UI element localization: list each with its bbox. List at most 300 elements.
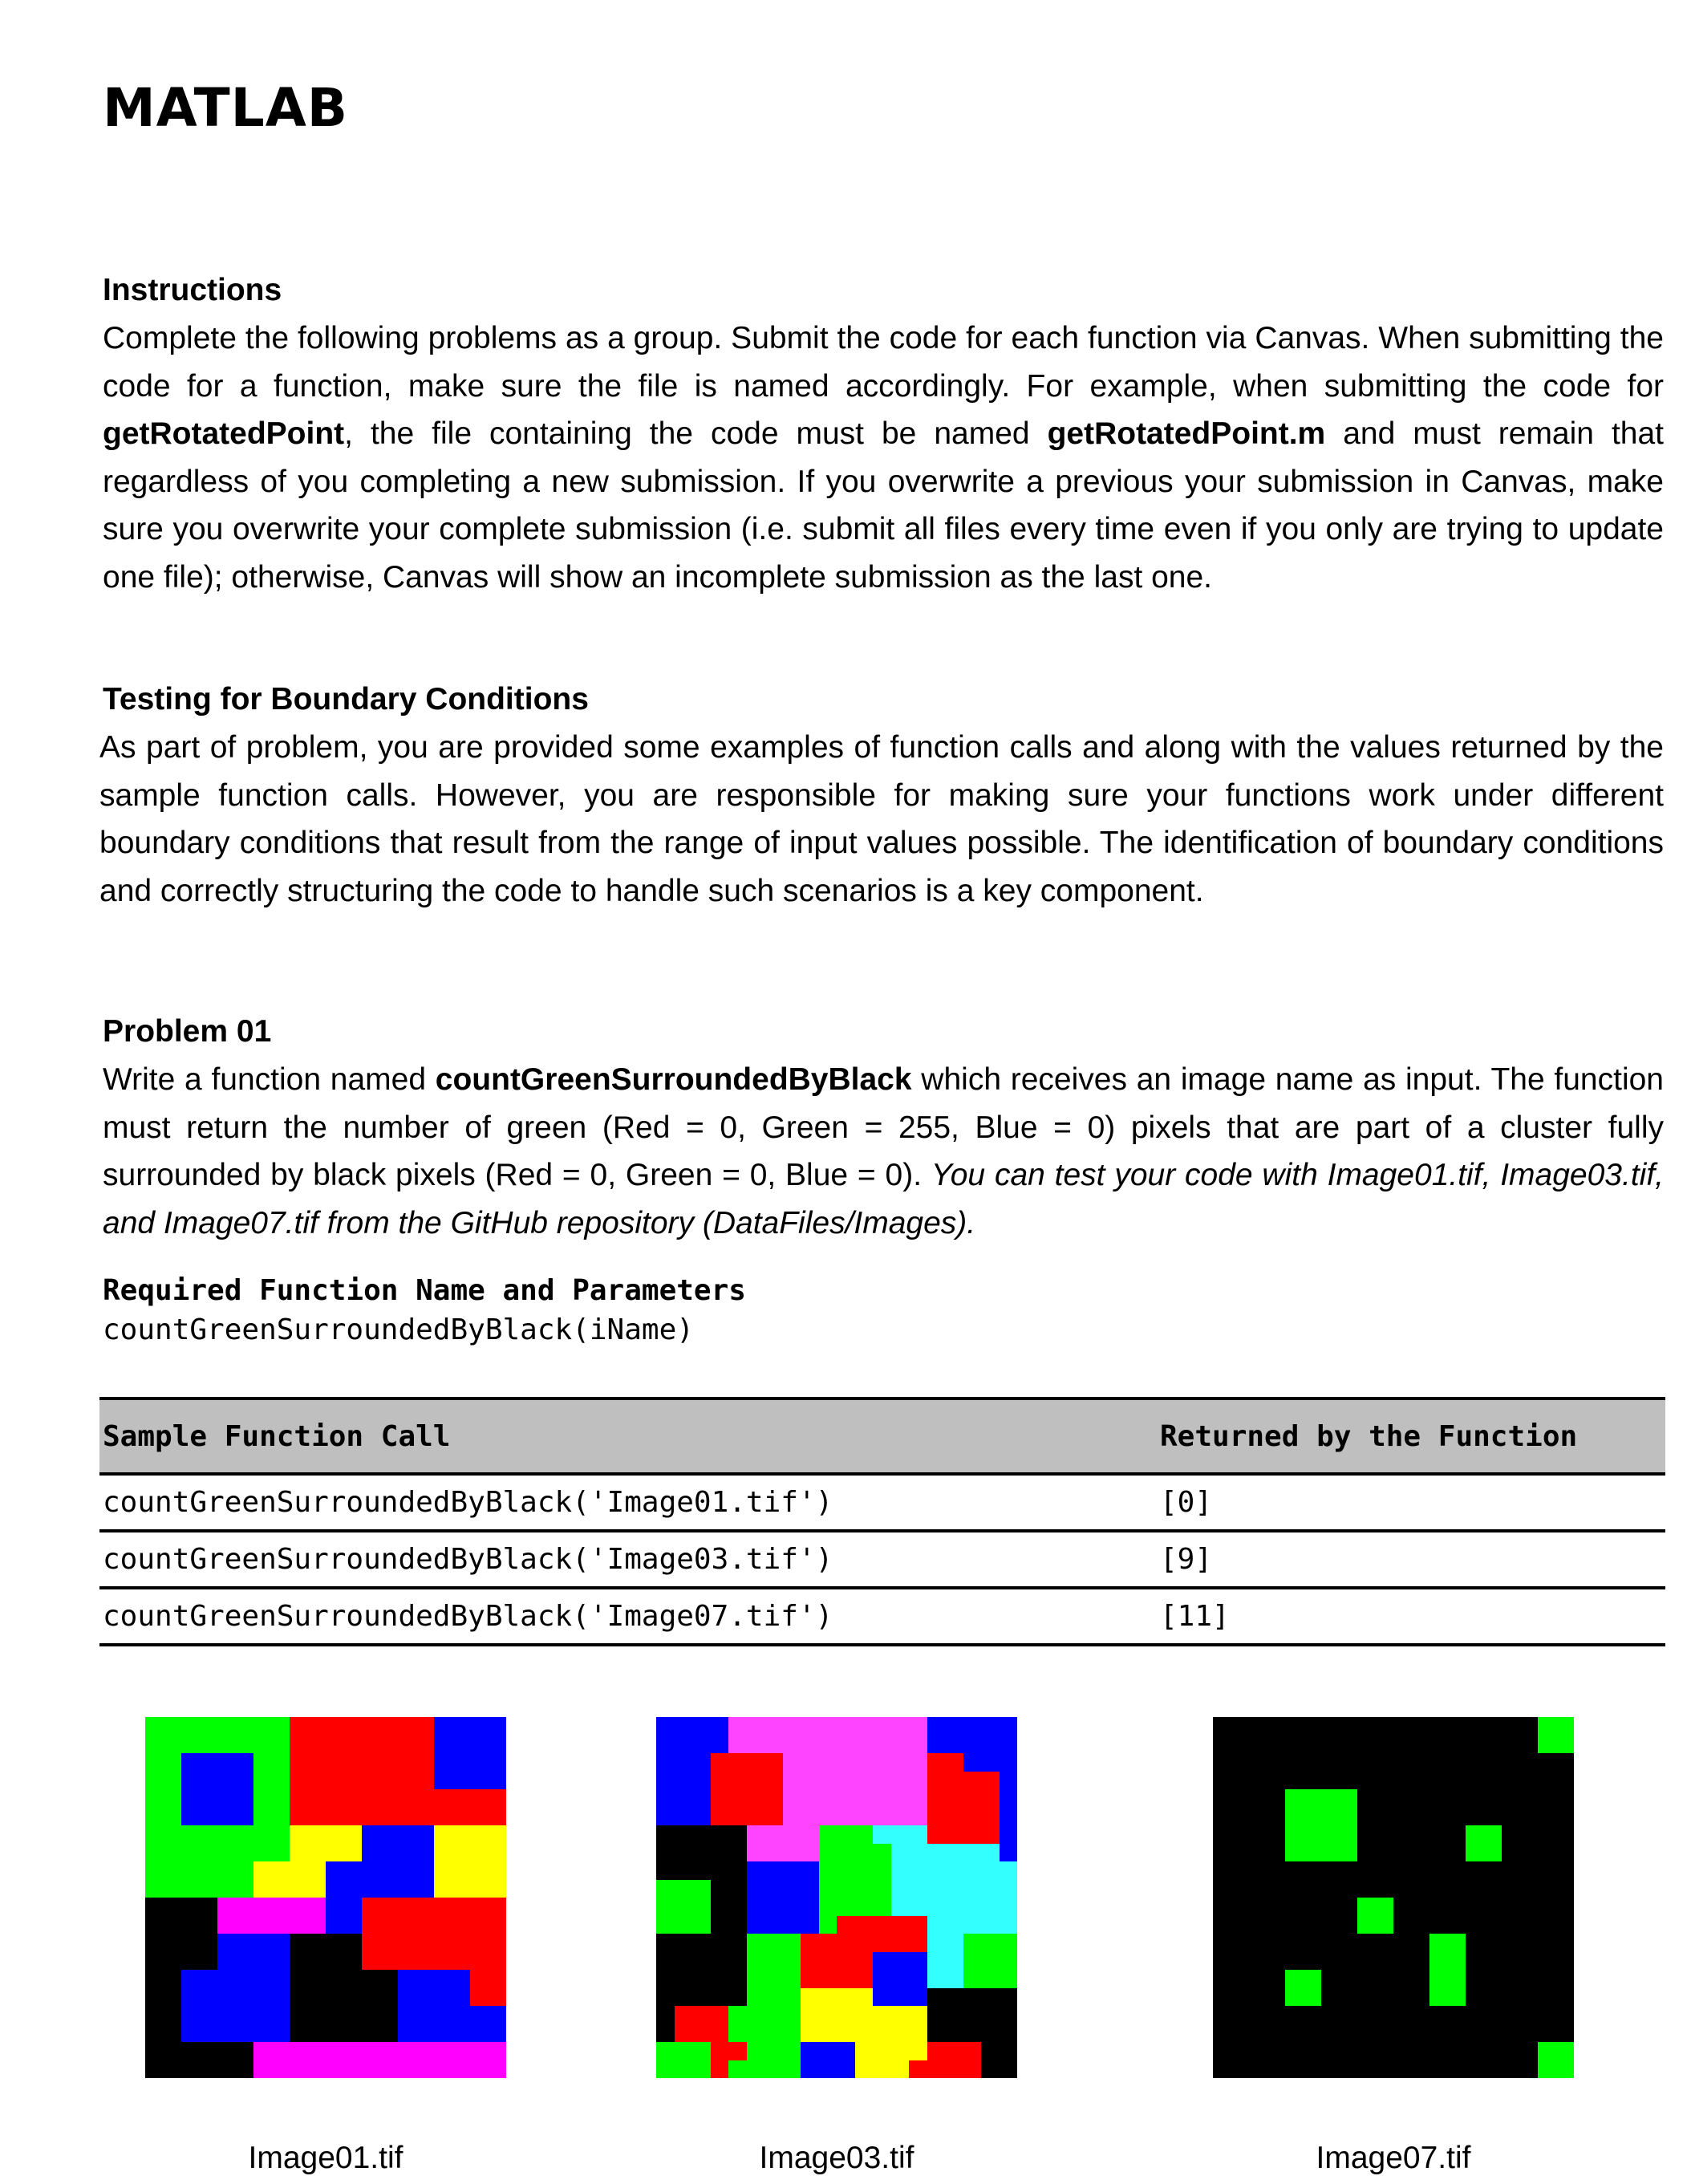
pixel-cell bbox=[764, 1861, 783, 1880]
pixel-cell bbox=[1000, 2042, 1017, 2060]
pixel-cell bbox=[764, 2042, 783, 2060]
pixel-cell bbox=[145, 1861, 181, 1898]
pixel-cell bbox=[217, 2006, 253, 2042]
pixel-cell bbox=[819, 2006, 837, 2024]
pixel-cell bbox=[675, 1916, 692, 1934]
pixel-cell bbox=[873, 2060, 891, 2078]
pixel-cell bbox=[326, 1825, 362, 1861]
pixel-cell bbox=[909, 1753, 927, 1772]
pixel-cell bbox=[675, 1934, 692, 1952]
table-row bbox=[99, 1474, 1665, 1531]
pixel-cell bbox=[1213, 1861, 1249, 1898]
pixel-cell bbox=[801, 1988, 819, 2006]
pixel-cell bbox=[783, 1861, 801, 1880]
pixel-cell bbox=[963, 1844, 981, 1861]
pixel-cell bbox=[1538, 2042, 1574, 2078]
pixel-cell bbox=[470, 1753, 506, 1789]
pixel-cell bbox=[675, 1861, 692, 1880]
pixel-cell bbox=[1321, 1825, 1357, 1861]
pixel-cell bbox=[290, 1861, 326, 1898]
pixel-cell bbox=[873, 1735, 891, 1753]
pixel-cell bbox=[1393, 2042, 1429, 2078]
pixel-cell bbox=[981, 1825, 1000, 1844]
pixel-cell bbox=[692, 1970, 711, 1988]
pixel-cell bbox=[1000, 1825, 1017, 1844]
pixel-cell bbox=[326, 1861, 362, 1898]
pixel-cell bbox=[1213, 1825, 1249, 1861]
pixel-cell bbox=[362, 1861, 398, 1898]
pixel-cell bbox=[217, 1753, 253, 1789]
pixel-cell bbox=[675, 1988, 692, 2006]
pixel-cell bbox=[855, 1808, 873, 1825]
pixel-cell bbox=[290, 1753, 326, 1789]
pixel-cell bbox=[656, 1952, 675, 1970]
pixel-cell bbox=[656, 2006, 675, 2024]
pixel-cell bbox=[819, 1880, 837, 1898]
pixel-cell bbox=[891, 1825, 909, 1844]
pixel-cell bbox=[1000, 2024, 1017, 2042]
pixel-cell bbox=[747, 2006, 764, 2024]
pixel-cell bbox=[1321, 1789, 1357, 1825]
pixel-cell bbox=[728, 1772, 747, 1789]
pixel-cell bbox=[927, 1735, 945, 1753]
pixel-cell bbox=[656, 1825, 675, 1844]
pixel-cell bbox=[747, 2042, 764, 2060]
cell-result: [0] bbox=[1157, 1474, 1665, 1531]
pixel-cell bbox=[981, 1772, 1000, 1789]
pixel-cell bbox=[1393, 1970, 1429, 2006]
pixel-cell bbox=[909, 1880, 927, 1898]
image01-preview bbox=[145, 1717, 506, 2078]
pixel-cell bbox=[981, 1898, 1000, 1916]
pixel-cell bbox=[981, 2060, 1000, 2078]
pixel-cell bbox=[362, 2042, 398, 2078]
pixel-cell bbox=[728, 1825, 747, 1844]
pixel-cell bbox=[981, 2006, 1000, 2024]
pixel-cell bbox=[1000, 1808, 1017, 1825]
pixel-cell bbox=[909, 1988, 927, 2006]
pixel-cell bbox=[1502, 1970, 1538, 2006]
pixel-cell bbox=[326, 1970, 362, 2006]
pixel-cell bbox=[290, 1970, 326, 2006]
pixel-cell bbox=[1321, 1717, 1357, 1753]
pixel-cell bbox=[656, 1808, 675, 1825]
pixel-cell bbox=[290, 1789, 326, 1825]
pixel-cell bbox=[963, 1753, 981, 1772]
pixel-cell bbox=[801, 2006, 819, 2024]
pixel-cell bbox=[801, 1916, 819, 1934]
pixel-cell bbox=[963, 1789, 981, 1808]
header-sample-call: Sample Function Call bbox=[99, 1398, 1157, 1474]
pixel-cell bbox=[909, 1952, 927, 1970]
pixel-cell bbox=[873, 1825, 891, 1844]
pixel-cell bbox=[692, 1916, 711, 1934]
pixel-cell bbox=[819, 1735, 837, 1753]
pixel-cell bbox=[747, 1934, 764, 1952]
pixel-cell bbox=[711, 1808, 728, 1825]
pixel-cell bbox=[764, 1898, 783, 1916]
pixel-cell bbox=[873, 1916, 891, 1934]
pixel-cell bbox=[434, 1789, 470, 1825]
pixel-cell bbox=[675, 1970, 692, 1988]
pixel-cell bbox=[1249, 1717, 1285, 1753]
pixel-cell bbox=[692, 1735, 711, 1753]
pixel-cell bbox=[855, 1988, 873, 2006]
pixel-cell bbox=[362, 1970, 398, 2006]
pixel-cell bbox=[692, 2006, 711, 2024]
pixel-cell bbox=[891, 1717, 909, 1735]
pixel-cell bbox=[855, 1844, 873, 1861]
pixel-cell bbox=[675, 2060, 692, 2078]
pixel-cell bbox=[1466, 1789, 1502, 1825]
pixel-cell bbox=[1249, 1934, 1285, 1970]
pixel-cell bbox=[675, 2042, 692, 2060]
pixel-cell bbox=[747, 1825, 764, 1844]
pixel-cell bbox=[909, 1898, 927, 1916]
instructions-text-1: Complete the following problems as a group. Submit the code for each function via Canvas. When submitting the code for a function, make sure the file is named accordingly. For example, when submitting the code for bbox=[103, 321, 1664, 404]
pixel-cell bbox=[927, 1717, 945, 1735]
pixel-cell bbox=[728, 1789, 747, 1808]
pixel-cell bbox=[783, 1825, 801, 1844]
pixel-cell bbox=[656, 1898, 675, 1916]
pixel-cell bbox=[981, 1880, 1000, 1898]
pixel-cell bbox=[963, 1880, 981, 1898]
pixel-cell bbox=[434, 1861, 470, 1898]
pixel-cell bbox=[819, 1988, 837, 2006]
pixel-cell bbox=[326, 2006, 362, 2042]
pixel-cell bbox=[891, 1898, 909, 1916]
pixel-cell bbox=[1000, 1934, 1017, 1952]
pixel-cell bbox=[656, 1988, 675, 2006]
pixel-cell bbox=[945, 1952, 963, 1970]
pixel-cell bbox=[801, 1772, 819, 1789]
pixel-cell bbox=[692, 1753, 711, 1772]
pixel-cell bbox=[891, 1753, 909, 1772]
pixel-cell bbox=[326, 2042, 362, 2078]
pixel-cell bbox=[981, 1808, 1000, 1825]
pixel-cell bbox=[217, 1861, 253, 1898]
pixel-cell bbox=[1285, 2042, 1321, 2078]
pixel-cell bbox=[253, 2042, 290, 2078]
pixel-cell bbox=[145, 1825, 181, 1861]
pixel-cell bbox=[1213, 2042, 1249, 2078]
pixel-cell bbox=[692, 1825, 711, 1844]
pixel-cell bbox=[873, 1753, 891, 1772]
pixel-cell bbox=[362, 1753, 398, 1789]
pixel-cell bbox=[1393, 1717, 1429, 1753]
pixel-cell bbox=[764, 1772, 783, 1789]
pixel-cell bbox=[253, 1861, 290, 1898]
cell-call: countGreenSurroundedByBlack('Image01.tif') bbox=[99, 1474, 1157, 1531]
pixel-cell bbox=[1000, 1772, 1017, 1789]
pixel-cell bbox=[855, 1789, 873, 1808]
pixel-cell bbox=[855, 1898, 873, 1916]
pixel-cell bbox=[855, 1825, 873, 1844]
pixel-cell bbox=[326, 1898, 362, 1934]
pixel-cell bbox=[1213, 1898, 1249, 1934]
pixel-cell bbox=[855, 1952, 873, 1970]
pixel-cell bbox=[434, 1898, 470, 1934]
pixel-cell bbox=[1357, 1934, 1393, 1970]
pixel-cell bbox=[470, 1898, 506, 1934]
pixel-cell bbox=[891, 2060, 909, 2078]
pixel-cell bbox=[891, 2024, 909, 2042]
pixel-cell bbox=[181, 1825, 217, 1861]
pixel-cell bbox=[945, 1808, 963, 1825]
pixel-cell bbox=[326, 1753, 362, 1789]
pixel-cell bbox=[1429, 1934, 1466, 1970]
pixel-cell bbox=[891, 1934, 909, 1952]
pixel-cell bbox=[764, 1844, 783, 1861]
pixel-cell bbox=[801, 1952, 819, 1970]
pixel-cell bbox=[963, 1952, 981, 1970]
pixel-cell bbox=[891, 1808, 909, 1825]
pixel-cell bbox=[1429, 1717, 1466, 1753]
pixel-cell bbox=[783, 1844, 801, 1861]
pixel-cell bbox=[181, 1753, 217, 1789]
file-name-bold: getRotatedPoint.m bbox=[1047, 416, 1326, 451]
pixel-cell bbox=[873, 1898, 891, 1916]
instructions-paragraph bbox=[103, 315, 1664, 601]
cell-result: [11] bbox=[1157, 1588, 1665, 1645]
pixel-cell bbox=[434, 1717, 470, 1753]
pixel-cell bbox=[656, 1861, 675, 1880]
pixel-cell bbox=[837, 1735, 855, 1753]
pixel-cell bbox=[1357, 2042, 1393, 2078]
pixel-cell bbox=[253, 1934, 290, 1970]
pixel-cell bbox=[783, 2042, 801, 2060]
pixel-cell bbox=[963, 1861, 981, 1880]
pixel-cell bbox=[1285, 2006, 1321, 2042]
pixel-cell bbox=[801, 2042, 819, 2060]
pixel-cell bbox=[398, 1789, 434, 1825]
pixel-cell bbox=[819, 1970, 837, 1988]
pixel-cell bbox=[855, 2024, 873, 2042]
pixel-cell bbox=[927, 1916, 945, 1934]
pixel-cell bbox=[764, 2060, 783, 2078]
pixel-cell bbox=[927, 1789, 945, 1808]
pixel-cell bbox=[909, 2024, 927, 2042]
pixel-cell bbox=[837, 1789, 855, 1808]
pixel-cell bbox=[1538, 1789, 1574, 1825]
pixel-cell bbox=[728, 1753, 747, 1772]
pixel-cell bbox=[1285, 1717, 1321, 1753]
pixel-cell bbox=[362, 2006, 398, 2042]
pixel-cell bbox=[909, 1844, 927, 1861]
pixel-cell bbox=[873, 1880, 891, 1898]
pixel-cell bbox=[801, 1861, 819, 1880]
pixel-cell bbox=[1321, 1970, 1357, 2006]
pixel-cell bbox=[855, 1753, 873, 1772]
pixel-cell bbox=[909, 1934, 927, 1952]
pixel-cell bbox=[656, 1880, 675, 1898]
pixel-cell bbox=[1357, 1898, 1393, 1934]
pixel-cell bbox=[675, 1808, 692, 1825]
pixel-cell bbox=[728, 1988, 747, 2006]
pixel-cell bbox=[891, 1772, 909, 1789]
pixel-cell bbox=[783, 2060, 801, 2078]
pixel-cell bbox=[711, 1880, 728, 1898]
pixel-cell bbox=[945, 2060, 963, 2078]
pixel-cell bbox=[290, 1825, 326, 1861]
pixel-cell bbox=[855, 1772, 873, 1789]
pixel-cell bbox=[1213, 1934, 1249, 1970]
pixel-cell bbox=[747, 2060, 764, 2078]
pixel-cell bbox=[783, 2024, 801, 2042]
pixel-cell bbox=[217, 1825, 253, 1861]
pixel-cell bbox=[891, 1970, 909, 1988]
pixel-cell bbox=[891, 2006, 909, 2024]
pixel-cell bbox=[290, 2042, 326, 2078]
pixel-cell bbox=[1000, 1898, 1017, 1916]
pixel-cell bbox=[1538, 1934, 1574, 1970]
pixel-cell bbox=[891, 1789, 909, 1808]
pixel-cell bbox=[145, 1717, 181, 1753]
image03-preview bbox=[656, 1717, 1017, 2078]
pixel-cell bbox=[927, 1988, 945, 2006]
pixel-cell bbox=[819, 1898, 837, 1916]
pixel-cell bbox=[181, 1861, 217, 1898]
pixel-cell bbox=[470, 1970, 506, 2006]
pixel-cell bbox=[837, 2006, 855, 2024]
pixel-cell bbox=[1321, 1898, 1357, 1934]
pixel-cell bbox=[362, 1789, 398, 1825]
pixel-cell bbox=[945, 1988, 963, 2006]
pixel-cell bbox=[747, 1753, 764, 1772]
pixel-cell bbox=[1321, 2042, 1357, 2078]
pixel-cell bbox=[747, 1916, 764, 1934]
pixel-cell bbox=[434, 1825, 470, 1861]
pixel-cell bbox=[434, 1753, 470, 1789]
pixel-cell bbox=[1429, 1825, 1466, 1861]
pixel-cell bbox=[1393, 1934, 1429, 1970]
pixel-cell bbox=[873, 1934, 891, 1952]
pixel-cell bbox=[675, 2006, 692, 2024]
boundary-paragraph: As part of problem, you are provided some examples of function calls and along with the values returned by the sample function calls. However, you are responsible for making sure your functions work under different boundary conditions that result from the range of input values possible. The identification of boundary conditions and correctly structuring the code to handle such scenarios is a key component. bbox=[99, 730, 1664, 908]
pixel-cell bbox=[1393, 1825, 1429, 1861]
pixel-cell bbox=[145, 2006, 181, 2042]
pixel-cell bbox=[1285, 1825, 1321, 1861]
cell-result: [9] bbox=[1157, 1531, 1665, 1588]
pixel-cell bbox=[1393, 2006, 1429, 2042]
pixel-cell bbox=[764, 1952, 783, 1970]
pixel-cell bbox=[1502, 1861, 1538, 1898]
pixel-cell bbox=[181, 1898, 217, 1934]
pixel-cell bbox=[711, 1916, 728, 1934]
instructions-text-3: and must remain that regardless of you completing a new submission. If you overwrite a previous your submission in Canvas, make sure you overwrite your complete submission (i.e. submit all files every time even if you only are trying to update one file); otherwise, Canvas will show an incomplete submission as the last one. bbox=[103, 416, 1664, 595]
pixel-cell bbox=[945, 1772, 963, 1789]
pixel-cell bbox=[855, 1916, 873, 1934]
pixel-cell bbox=[801, 1970, 819, 1988]
pixel-cell bbox=[1538, 2006, 1574, 2042]
pixel-cell bbox=[801, 2060, 819, 2078]
pixel-cell bbox=[855, 1880, 873, 1898]
pixel-cell bbox=[1213, 1789, 1249, 1825]
pixel-cell bbox=[747, 1970, 764, 1988]
pixel-cell bbox=[728, 1844, 747, 1861]
pixel-cell bbox=[981, 1916, 1000, 1934]
table-row bbox=[99, 1588, 1665, 1645]
pixel-cell bbox=[981, 1735, 1000, 1753]
pixel-cell bbox=[891, 1880, 909, 1898]
pixel-cell bbox=[764, 1916, 783, 1934]
pixel-cell bbox=[675, 1880, 692, 1898]
pixel-cell bbox=[675, 1753, 692, 1772]
pixel-cell bbox=[801, 1717, 819, 1735]
pixel-cell bbox=[711, 1934, 728, 1952]
pixel-cell bbox=[855, 1861, 873, 1880]
pixel-cell bbox=[909, 1970, 927, 1988]
pixel-cell bbox=[1249, 1825, 1285, 1861]
pixel-cell bbox=[1393, 1789, 1429, 1825]
pixel-cell bbox=[1538, 1753, 1574, 1789]
pixel-cell bbox=[711, 1970, 728, 1988]
pixel-cell bbox=[783, 1952, 801, 1970]
pixel-cell bbox=[692, 1808, 711, 1825]
pixel-cell bbox=[891, 1844, 909, 1861]
pixel-cell bbox=[1213, 1970, 1249, 2006]
pixel-cell bbox=[181, 1970, 217, 2006]
pixel-cell bbox=[927, 2024, 945, 2042]
pixel-cell bbox=[1000, 1970, 1017, 1988]
pixel-cell bbox=[764, 2024, 783, 2042]
pixel-cell bbox=[945, 1825, 963, 1844]
image01-caption: Image01.tif bbox=[248, 2141, 403, 2175]
pixel-cell bbox=[873, 2042, 891, 2060]
pixel-cell bbox=[728, 1970, 747, 1988]
pixel-cell bbox=[873, 2024, 891, 2042]
pixel-cell bbox=[434, 2006, 470, 2042]
pixel-cell bbox=[1502, 1898, 1538, 1934]
pixel-cell bbox=[675, 1772, 692, 1789]
pixel-cell bbox=[1429, 2042, 1466, 2078]
required-signature: countGreenSurroundedByBlack(iName) bbox=[103, 1313, 694, 1346]
pixel-cell bbox=[837, 1880, 855, 1898]
pixel-cell bbox=[1357, 1717, 1393, 1753]
pixel-cell bbox=[656, 1789, 675, 1808]
pixel-cell bbox=[873, 1970, 891, 1988]
pixel-cell bbox=[1285, 1970, 1321, 2006]
pixel-cell bbox=[1538, 1717, 1574, 1753]
pixel-cell bbox=[819, 2024, 837, 2042]
pixel-cell bbox=[927, 1808, 945, 1825]
problem-test-note: You can test your code with Image01.tif, Image03.tif, and Image07.tif from the GitHub repository (DataFiles/Images). bbox=[103, 1158, 1664, 1240]
cell-call: countGreenSurroundedByBlack('Image03.tif') bbox=[99, 1531, 1157, 1588]
pixel-cell bbox=[963, 1988, 981, 2006]
pixel-cell bbox=[728, 1952, 747, 1970]
function-name-bold: getRotatedPoint bbox=[103, 416, 345, 451]
pixel-cell bbox=[398, 2042, 434, 2078]
pixel-cell bbox=[145, 1934, 181, 1970]
pixel-cell bbox=[909, 1789, 927, 1808]
pixel-cell bbox=[656, 1753, 675, 1772]
pixel-cell bbox=[1502, 1825, 1538, 1861]
pixel-cell bbox=[253, 1753, 290, 1789]
pixel-cell bbox=[963, 2060, 981, 2078]
pixel-cell bbox=[819, 1808, 837, 1825]
pixel-cell bbox=[927, 1825, 945, 1844]
table-row bbox=[99, 1531, 1665, 1588]
pixel-cell bbox=[909, 1772, 927, 1789]
pixel-cell bbox=[981, 1844, 1000, 1861]
pixel-cell bbox=[783, 1808, 801, 1825]
problem-paragraph bbox=[103, 1056, 1664, 1247]
pixel-cell bbox=[1285, 1789, 1321, 1825]
pixel-cell bbox=[1429, 1753, 1466, 1789]
pixel-cell bbox=[783, 1880, 801, 1898]
pixel-cell bbox=[747, 1880, 764, 1898]
pixel-cell bbox=[692, 1772, 711, 1789]
